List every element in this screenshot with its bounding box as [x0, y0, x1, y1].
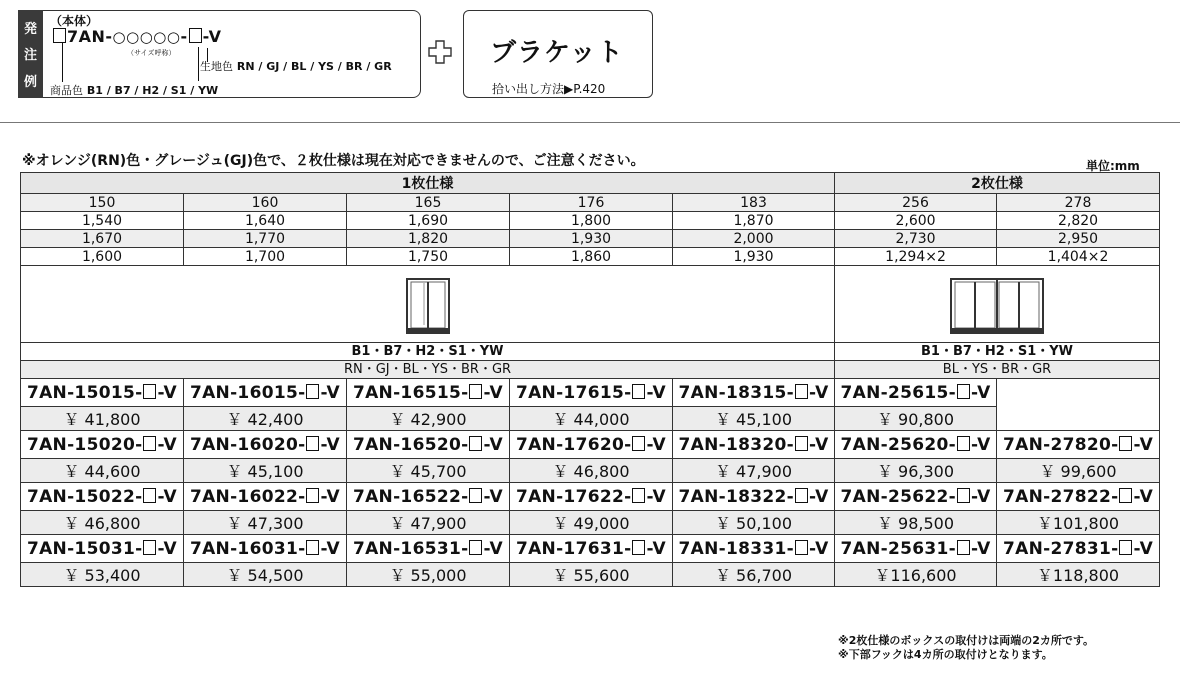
product-colors-single: B1・B7・H2・S1・YW: [21, 343, 835, 361]
dim-cell: 2,950: [997, 230, 1160, 248]
model-code-cell: 7AN-16022- -V: [184, 483, 347, 511]
price-cell: ￥ 98,500: [835, 511, 997, 535]
divider: [0, 122, 1180, 123]
size-cell: 256: [835, 194, 997, 212]
model-code-cell: 7AN-17615- -V: [510, 379, 673, 407]
model-code-cell: 7AN-25631- -V: [835, 535, 997, 563]
model-row: [21, 431, 1160, 459]
color-code-box: [469, 488, 482, 503]
price-cell: ￥ 42,900: [347, 407, 510, 431]
price-cell: ￥ 47,900: [347, 511, 510, 535]
model-code-cell: [997, 379, 1160, 431]
color-code-box: [469, 384, 482, 399]
price-cell: ￥ 45,700: [347, 459, 510, 483]
size-cell: 160: [184, 194, 347, 212]
model-code-cell: 7AN-17620- -V: [510, 431, 673, 459]
model-code-cell: 7AN-15031- -V: [21, 535, 184, 563]
dim-row: [21, 230, 1160, 248]
order-model-code: 7AN-○○○○○- -V: [52, 27, 222, 46]
model-code-cell: 7AN-16031- -V: [184, 535, 347, 563]
single-door-illustration: [405, 277, 451, 335]
model-code-cell: 7AN-15020- -V: [21, 431, 184, 459]
color-code-box: [795, 436, 808, 451]
model-row: [21, 535, 1160, 563]
model-code-cell: 7AN-25620- -V: [835, 431, 997, 459]
dim-cell: 1,870: [673, 212, 835, 230]
label-char: 例: [23, 75, 37, 91]
fabric-colors-double: BL・YS・BR・GR: [835, 361, 1160, 379]
dim-cell: 1,540: [21, 212, 184, 230]
dim-cell: 1,294×2: [835, 248, 997, 266]
size-cell: 165: [347, 194, 510, 212]
size-cell: 183: [673, 194, 835, 212]
dim-cell: 2,730: [835, 230, 997, 248]
model-code-cell: 7AN-25622- -V: [835, 483, 997, 511]
dim-cell: 1,860: [510, 248, 673, 266]
price-row: [21, 459, 1160, 483]
double-product-image: [835, 266, 1160, 343]
dim-cell: 2,820: [997, 212, 1160, 230]
bracket-title: ブラケット: [490, 38, 624, 68]
model-code-cell: 7AN-17622- -V: [510, 483, 673, 511]
color-code-box: [143, 384, 156, 399]
price-cell: ￥ 46,800: [21, 511, 184, 535]
label-char: 注: [23, 48, 37, 64]
dim-cell: 2,000: [673, 230, 835, 248]
double-door-illustration: [949, 277, 1045, 335]
dim-cell: 1,404×2: [997, 248, 1160, 266]
price-cell: ￥ 44,600: [21, 459, 184, 483]
dim-row: [21, 212, 1160, 230]
color-code-box: [632, 436, 645, 451]
price-cell: ￥116,600: [835, 563, 997, 587]
dim-row: [21, 248, 1160, 266]
model-code-cell: 7AN-18322- -V: [673, 483, 835, 511]
model-code-cell: 7AN-18320- -V: [673, 431, 835, 459]
dim-cell: 1,820: [347, 230, 510, 248]
color-code-box: [306, 436, 319, 451]
model-code-cell: 7AN-16020- -V: [184, 431, 347, 459]
price-row: [21, 563, 1160, 587]
dim-cell: 1,930: [510, 230, 673, 248]
dim-cell: 2,600: [835, 212, 997, 230]
product-color-line: 商品色 B1 / B7 / H2 / S1 / YW: [50, 84, 219, 97]
model-code-cell: 7AN-16522- -V: [347, 483, 510, 511]
model-code-cell: 7AN-27822- -V: [997, 483, 1160, 511]
fabric-colors-single: RN・GJ・BL・YS・BR・GR: [21, 361, 835, 379]
price-table: [20, 172, 1160, 587]
product-colors-double: B1・B7・H2・S1・YW: [835, 343, 1160, 361]
color-code-box: [957, 488, 970, 503]
price-cell: ￥ 42,400: [184, 407, 347, 431]
model-code-cell: 7AN-25615- -V: [835, 379, 997, 407]
model-code-cell: 7AN-16515- -V: [347, 379, 510, 407]
dim-cell: 1,640: [184, 212, 347, 230]
color-code-box: [957, 540, 970, 555]
size-cell: 278: [997, 194, 1160, 212]
price-cell: ￥ 45,100: [673, 407, 835, 431]
dim-cell: 1,800: [510, 212, 673, 230]
price-cell: ￥ 90,800: [835, 407, 997, 431]
color-code-box: [1119, 436, 1132, 451]
model-code-cell: 7AN-16531- -V: [347, 535, 510, 563]
honntai-label: （本体）: [50, 14, 99, 28]
bracket-page-ref: 拾い出し方法▶P.420: [492, 82, 606, 96]
price-cell: ￥ 47,300: [184, 511, 347, 535]
footnote: ※2枚仕様のボックスの取付けは両端の2カ所です。: [838, 634, 1095, 647]
color-code-box: [306, 488, 319, 503]
size-note: （サイズ呼称）: [127, 49, 176, 57]
footnote: ※下部フックは4カ所の取付けとなります。: [838, 648, 1053, 661]
color-code-box: [1119, 540, 1132, 555]
color-code-box: [469, 540, 482, 555]
unit-label: 単位:mm: [1086, 159, 1140, 173]
label-char: 発: [23, 21, 37, 37]
model-code-cell: 7AN-27831- -V: [997, 535, 1160, 563]
model-code-cell: 7AN-18331- -V: [673, 535, 835, 563]
price-cell: ￥ 46,800: [510, 459, 673, 483]
price-cell: ￥ 96,300: [835, 459, 997, 483]
color-code-box: [957, 436, 970, 451]
color-code-box: [795, 488, 808, 503]
order-example-label: [18, 10, 43, 98]
color-code-box: [469, 436, 482, 451]
price-cell: ￥ 56,700: [673, 563, 835, 587]
color-code-box: [795, 540, 808, 555]
color-code-box: [143, 488, 156, 503]
color-code-box: [143, 540, 156, 555]
price-cell: ￥ 54,500: [184, 563, 347, 587]
color-code-box: [306, 384, 319, 399]
color-code-box: [1119, 488, 1132, 503]
fabric-color-line: 生地色 RN / GJ / BL / YS / BR / GR: [200, 60, 392, 73]
dim-cell: 1,750: [347, 248, 510, 266]
color-code-box: [795, 384, 808, 399]
model-code-cell: 7AN-15022- -V: [21, 483, 184, 511]
price-cell: ￥ 44,000: [510, 407, 673, 431]
notice-text: ※オレンジ(RN)色・グレージュ(GJ)色で、２枚仕様は現在対応できませんので、ご注意ください。: [22, 153, 645, 169]
price-cell: ￥ 99,600: [997, 459, 1160, 483]
price-cell: ￥ 50,100: [673, 511, 835, 535]
price-cell: ￥118,800: [997, 563, 1160, 587]
single-product-image: [21, 266, 835, 343]
dim-cell: 1,670: [21, 230, 184, 248]
color-code-box: [632, 540, 645, 555]
price-cell: ￥ 55,000: [347, 563, 510, 587]
size-cell: 176: [510, 194, 673, 212]
price-cell: ￥ 47,900: [673, 459, 835, 483]
color-code-box: [632, 384, 645, 399]
dim-cell: 1,690: [347, 212, 510, 230]
model-row: [21, 379, 1160, 407]
model-code-cell: 7AN-16520- -V: [347, 431, 510, 459]
dim-cell: 1,770: [184, 230, 347, 248]
plus-icon: [428, 40, 452, 64]
price-cell: ￥ 53,400: [21, 563, 184, 587]
price-row: [21, 511, 1160, 535]
dim-cell: 1,930: [673, 248, 835, 266]
model-code-cell: 7AN-15015- -V: [21, 379, 184, 407]
color-code-box: [632, 488, 645, 503]
size-row: [21, 194, 1160, 212]
size-cell: 150: [21, 194, 184, 212]
color-code-box: [957, 384, 970, 399]
model-code-cell: 7AN-17631- -V: [510, 535, 673, 563]
price-cell: ￥ 41,800: [21, 407, 184, 431]
dim-cell: 1,600: [21, 248, 184, 266]
price-cell: ￥ 49,000: [510, 511, 673, 535]
dim-cell: 1,700: [184, 248, 347, 266]
price-cell: ￥ 45,100: [184, 459, 347, 483]
price-cell: ￥ 55,600: [510, 563, 673, 587]
model-code-cell: 7AN-18315- -V: [673, 379, 835, 407]
price-cell: ￥101,800: [997, 511, 1160, 535]
price-row: [21, 407, 1160, 431]
model-code-cell: 7AN-16015- -V: [184, 379, 347, 407]
model-row: [21, 483, 1160, 511]
color-code-box: [143, 436, 156, 451]
color-code-box: [306, 540, 319, 555]
group-header-single: 1枚仕様: [21, 173, 835, 194]
group-header-double: 2枚仕様: [835, 173, 1160, 194]
model-code-cell: 7AN-27820- -V: [997, 431, 1160, 459]
